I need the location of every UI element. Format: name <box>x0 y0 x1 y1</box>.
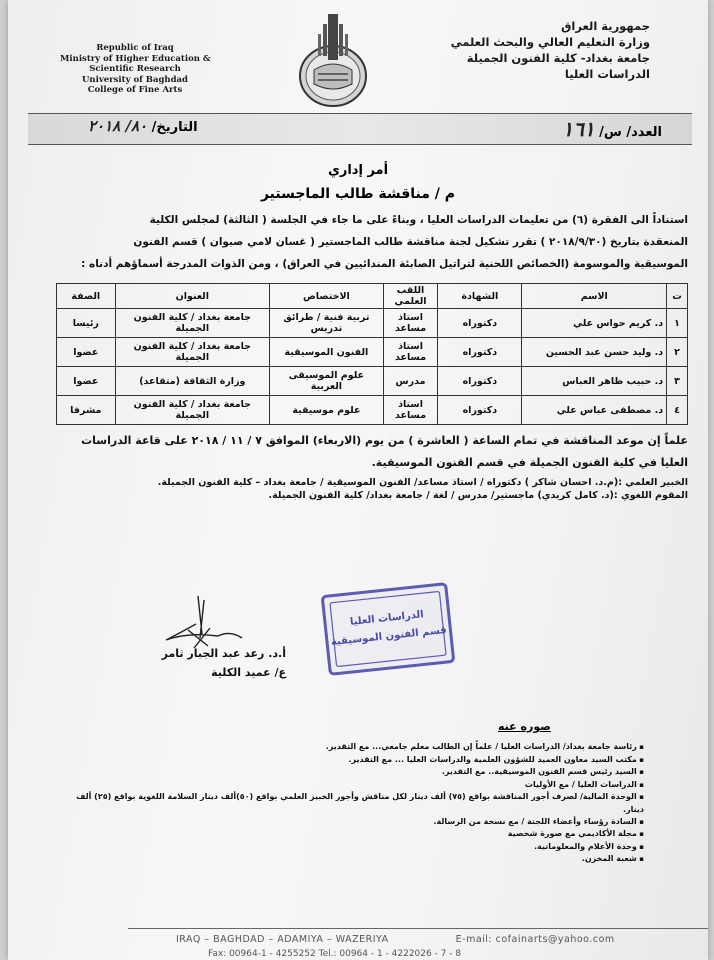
office-stamp <box>318 577 459 680</box>
table-row <box>57 309 688 338</box>
list-item: ▪ وحدة الأعلام والمعلوماتية. <box>48 841 644 854</box>
letterhead-line: الدراسات العليا <box>564 67 650 81</box>
decision-paragraph <box>68 209 688 275</box>
table-cell: وزارة الثقافة (متقاعد) <box>115 367 270 396</box>
table-cell: استاذ مساعد <box>383 309 438 338</box>
table-cell: استاذ مساعد <box>383 338 438 367</box>
table-cell: الفنون الموسيقية <box>270 338 384 367</box>
table-cell: د. مصطفى عباس علي <box>522 396 667 425</box>
table-row <box>57 338 688 367</box>
letterhead-line: University of Baghdad <box>82 74 188 85</box>
paragraph-line: المنعقدة بتاريخ (٢٠١٨/٩/٣٠ ) تقرر تشكيل لجنة مناقشة طالب الماجستير ( غسان لامي صبوان ) قسم الفنون <box>133 236 688 248</box>
column-header: ت <box>667 284 688 309</box>
reference-number-value: ١٦١ <box>562 117 595 141</box>
footer-email: E-mail: cofainarts@yahoo.com <box>455 934 615 945</box>
scientific-expert: الخبير العلمي :(م.د. احسان شاكر ) دكتوراه / استاذ مساعد/ الفنون الموسيقية / جامعة بغداد – كلية الفنون الجميلة. <box>157 477 688 488</box>
column-header: الاختصاص <box>270 284 384 309</box>
footer-address: IRAQ – BAGHDAD – ADAMIYA – WAZERIYA <box>176 934 389 945</box>
table-cell: ١ <box>667 309 688 338</box>
paragraph-line: استناداً الى الفقرة (٦) من تعليمات الدراسات العليا ، وبناءً على ما جاء في الجلسة ( الثالثة) لمجلس الكلية <box>149 214 688 226</box>
column-header: الشهادة <box>438 284 522 309</box>
schedule-note <box>48 430 688 474</box>
letterhead-line: Scientific Research <box>89 64 181 74</box>
table-cell: عضوا <box>57 367 116 396</box>
table-cell: علوم الموسيقى العربية <box>270 367 384 396</box>
footer-contact <box>176 934 615 945</box>
column-header: اللقب العلمي <box>383 284 438 309</box>
list-item: ▪ مجلة الأكاديمي مع صورة شخصية <box>48 828 644 841</box>
table-cell: جامعة بغداد / كلية الفنون الجميلة <box>115 338 270 367</box>
table-row <box>57 396 688 425</box>
reference-bar <box>28 113 692 145</box>
table-cell: دكتوراه <box>438 367 522 396</box>
subject-line: م / مناقشة طالب الماجستير <box>260 186 456 202</box>
paragraph-line: الموسيقية والموسومة (الخصائص اللحنية لتراتيل الصابئة المندائيين في العراق) ، ومن الذوات المدرجة أسماؤهم أدناه : <box>81 258 688 270</box>
copies-list <box>48 741 644 866</box>
footer-phone: Fax: 00964-1 - 4255252 Tel.: 00964 - 1 - 4222026 - 7 - 8 <box>208 949 462 959</box>
language-reviewer: المقوم اللغوي :(د. كامل كريدي) ماجستير/ مدرس / لغة / جامعة بغداد/ كلية الفنون الجميلة. <box>268 490 688 501</box>
university-logo <box>292 10 374 108</box>
letterhead-line: جمهورية العراق <box>561 19 650 33</box>
reference-date <box>88 117 198 135</box>
list-item: ▪ السيد رئيس قسم الفنون الموسيقية.. مع التقدير. <box>48 766 644 779</box>
note-line: علماً إن موعد المناقشة في تمام الساعة ( العاشرة ) من يوم (الاربعاء) الموافق ٧ / ١١ / ٢٠١٨ على قاعة الدراسات <box>81 434 688 447</box>
table-cell: د. كريم حواس علي <box>522 309 667 338</box>
letterhead-line: Republic of Iraq <box>96 43 174 53</box>
column-header: الصفة <box>57 284 116 309</box>
footer-divider <box>128 928 708 929</box>
column-header: الاسم <box>522 284 667 309</box>
table-cell: ٤ <box>667 396 688 425</box>
dean-title: ع/ عميد الكلية <box>211 666 286 679</box>
committee-table <box>56 283 688 425</box>
dean-name: أ.د. رعد عبد الجبار ثامر <box>161 647 286 660</box>
column-header: العنوان <box>115 284 270 309</box>
table-cell: جامعة بغداد / كلية الفنون الجميلة <box>115 396 270 425</box>
table-cell: دكتوراه <box>438 396 522 425</box>
experts-list <box>158 476 688 502</box>
table-cell: رئيسا <box>57 309 116 338</box>
table-cell: دكتوراه <box>438 309 522 338</box>
letterhead-line: Ministry of Higher Education & <box>60 53 211 64</box>
letterhead-line: وزارة التعليم العالي والبحث العلمي <box>450 35 650 49</box>
reference-date-value: ٨٠/ ٢٠١٨ <box>88 117 148 135</box>
list-item: ▪ مكتب السيد معاون العميد للشؤون العلمية والدراسات العليا ... مع التقدير. <box>48 754 644 767</box>
letterhead-line: College of Fine Arts <box>87 85 183 95</box>
document-page <box>8 0 708 960</box>
table-header-row <box>57 284 688 309</box>
list-item: ▪ الوحدة المالية/ لصرف أجور المناقشة بواقع (٧٥) ألف دينار لكل مناقش وأجور الخبير العلمي بواقع (٥٠)ألف دينار السلامة اللغوية بواقع (٢٥) ألف دينار. <box>64 791 644 815</box>
table-cell: عضوا <box>57 338 116 367</box>
table-cell: تربية فنية / طرائق تدريس <box>270 309 384 338</box>
english-letterhead <box>60 43 210 96</box>
table-cell: علوم موسيقية <box>270 396 384 425</box>
list-item: ▪ رئاسة جامعة بغداد/ الدراسات العليا / علماً إن الطالب معلم جامعي... مع التقدير. <box>48 741 644 754</box>
list-item: ▪ الدراسات العليا / مع الأوليات <box>48 779 644 792</box>
stamp-line: قسم الفنون الموسيقية <box>330 624 448 649</box>
copies-title: صوره عنه <box>498 720 551 733</box>
table-cell: ٣ <box>667 367 688 396</box>
arabic-letterhead <box>451 18 650 82</box>
table-cell: د. وليد حسن عبد الحسين <box>522 338 667 367</box>
note-line: العليا في كلية الفنون الجميلة في قسم الفنون الموسيقية. <box>371 456 688 469</box>
letterhead-line: جامعة بغداد- كلية الفنون الجميلة <box>466 51 650 65</box>
list-item: ▪ شعبة المخزن. <box>48 853 644 866</box>
table-cell: ٢ <box>667 338 688 367</box>
table-cell: مشرفا <box>57 396 116 425</box>
reference-number <box>562 117 662 141</box>
reference-number-label: العدد/ س/ <box>599 125 662 140</box>
order-title: أمر إداري <box>327 163 389 178</box>
table-cell: مدرس <box>383 367 438 396</box>
dean-block <box>126 644 286 682</box>
table-cell: دكتوراه <box>438 338 522 367</box>
reference-date-label: التاريخ/ <box>151 120 198 135</box>
table-row <box>57 367 688 396</box>
list-item: ▪ السادة رؤساء وأعضاء اللجنة / مع نسخة من الرسالة. <box>48 816 644 829</box>
table-cell: جامعة بغداد / كلية الفنون الجميلة <box>115 309 270 338</box>
stamp-line: الدراسات العليا <box>349 609 425 628</box>
table-cell: استاذ مساعد <box>383 396 438 425</box>
table-cell: د. حبيب ظاهر العباس <box>522 367 667 396</box>
